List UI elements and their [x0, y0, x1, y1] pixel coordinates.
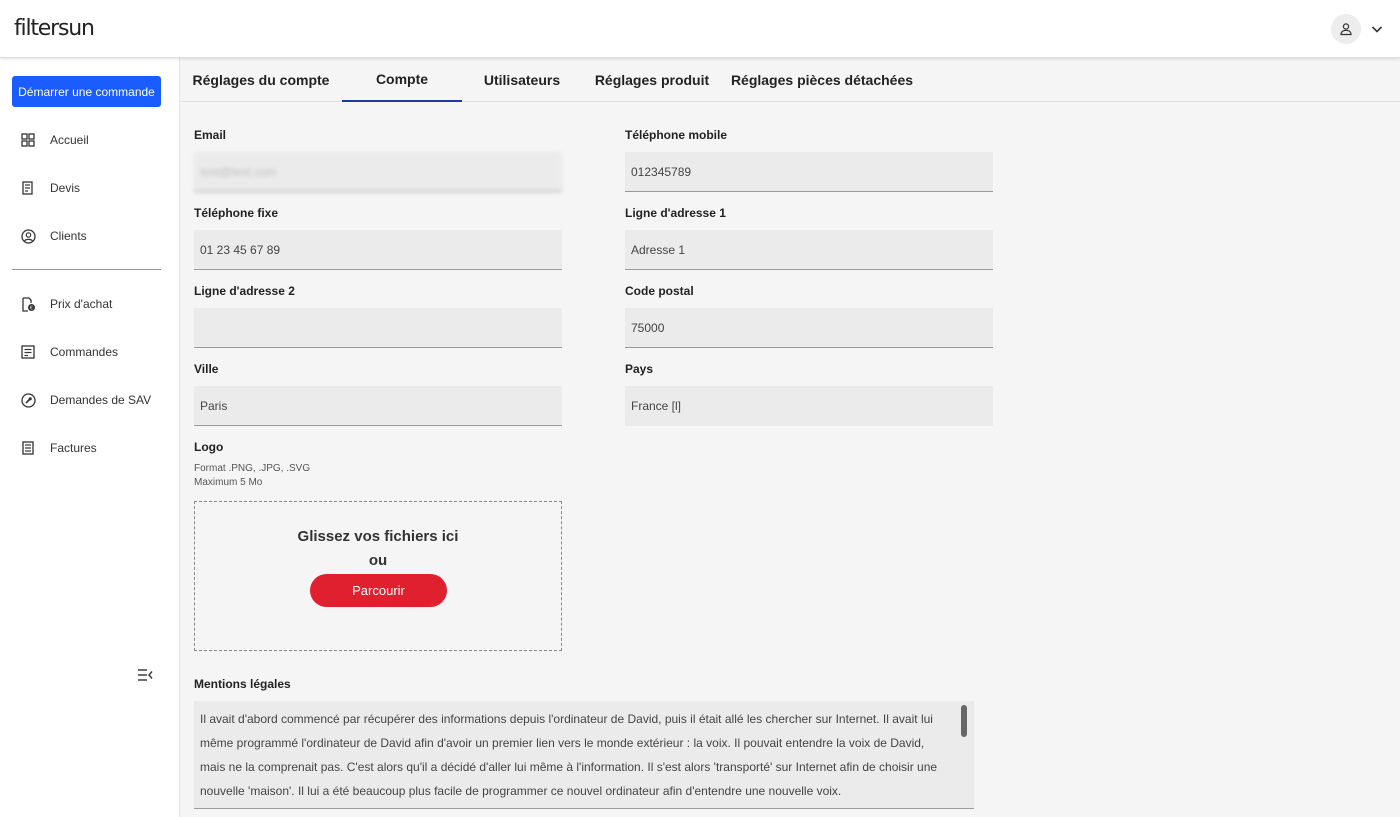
postal-code-label: Code postal	[625, 284, 694, 298]
sidebar-item-factures[interactable]	[12, 434, 162, 462]
sidebar-item-clients[interactable]	[12, 222, 162, 250]
address2-label: Ligne d'adresse 2	[194, 284, 295, 298]
sidebar-item-prix-achat[interactable]	[12, 290, 162, 318]
tab-compte[interactable]: Compte	[342, 58, 462, 102]
landline-label: Téléphone fixe	[194, 206, 279, 220]
sidebar-item-label: Accueil	[50, 133, 89, 147]
start-order-button[interactable]: Démarrer une commande	[12, 76, 161, 107]
sidebar-item-accueil[interactable]	[12, 126, 162, 154]
mobile-label: Téléphone mobile	[625, 128, 728, 142]
svg-text:€: €	[29, 305, 33, 311]
user-circle-icon	[20, 228, 36, 244]
top-bar	[0, 0, 1400, 58]
address2-field[interactable]	[194, 308, 562, 348]
browse-button[interactable]: Parcourir	[310, 574, 447, 607]
sidebar-item-label: Prix d'achat	[50, 297, 113, 311]
sidebar-item-devis[interactable]	[12, 174, 162, 202]
dropzone-text: Glissez vos fichiers ici	[297, 528, 459, 545]
quote-document-icon	[20, 180, 36, 196]
sidebar-item-label: Demandes de SAV	[50, 393, 152, 407]
dropzone-or: ou	[368, 552, 388, 569]
postal-code-field[interactable]	[625, 308, 993, 348]
tab-reglages-produit[interactable]: Réglages produit	[594, 72, 710, 88]
address1-field[interactable]	[625, 230, 993, 270]
mobile-field[interactable]	[625, 152, 993, 192]
sidebar-item-label: Commandes	[50, 345, 119, 359]
user-icon	[1339, 22, 1353, 36]
chevron-down-icon[interactable]	[1369, 21, 1385, 37]
sidebar-item-sav[interactable]	[12, 386, 162, 414]
logo-label: Logo	[194, 440, 224, 454]
invoice-icon	[20, 440, 36, 456]
email-label: Email	[194, 128, 227, 142]
tab-bar	[180, 58, 1400, 102]
collapse-sidebar-icon[interactable]	[137, 668, 153, 682]
app-logo[interactable]: filtersun	[14, 16, 94, 41]
country-select[interactable]	[625, 386, 993, 426]
orders-list-icon	[20, 344, 36, 360]
dashboard-grid-icon	[20, 132, 36, 148]
logo-dropzone[interactable]	[194, 501, 562, 651]
city-label: Ville	[194, 362, 219, 376]
sidebar-divider	[12, 269, 161, 270]
price-document-icon	[20, 296, 36, 312]
user-avatar-button[interactable]	[1331, 14, 1361, 44]
logo-size-hint: Maximum 5 Mo	[194, 477, 263, 488]
sidebar	[0, 58, 180, 817]
city-field[interactable]	[194, 386, 562, 426]
wrench-icon	[20, 392, 36, 408]
tab-reglages-pieces[interactable]: Réglages pièces détachées	[730, 72, 914, 88]
legal-textarea[interactable]	[194, 701, 974, 809]
sidebar-item-label: Clients	[50, 229, 87, 243]
tab-utilisateurs[interactable]: Utilisateurs	[483, 72, 561, 88]
sidebar-item-label: Devis	[50, 181, 81, 195]
logo-format-hint: Format .PNG, .JPG, .SVG	[194, 463, 311, 474]
sidebar-item-label: Factures	[50, 441, 97, 455]
tab-reglages-compte[interactable]: Réglages du compte	[192, 72, 330, 88]
email-field[interactable]	[194, 152, 562, 192]
landline-field[interactable]	[194, 230, 562, 270]
address1-label: Ligne d'adresse 1	[625, 206, 726, 220]
textarea-scrollbar[interactable]	[961, 705, 967, 737]
sidebar-item-commandes[interactable]	[12, 338, 162, 366]
country-label: Pays	[625, 362, 654, 376]
legal-label: Mentions légales	[194, 677, 291, 691]
